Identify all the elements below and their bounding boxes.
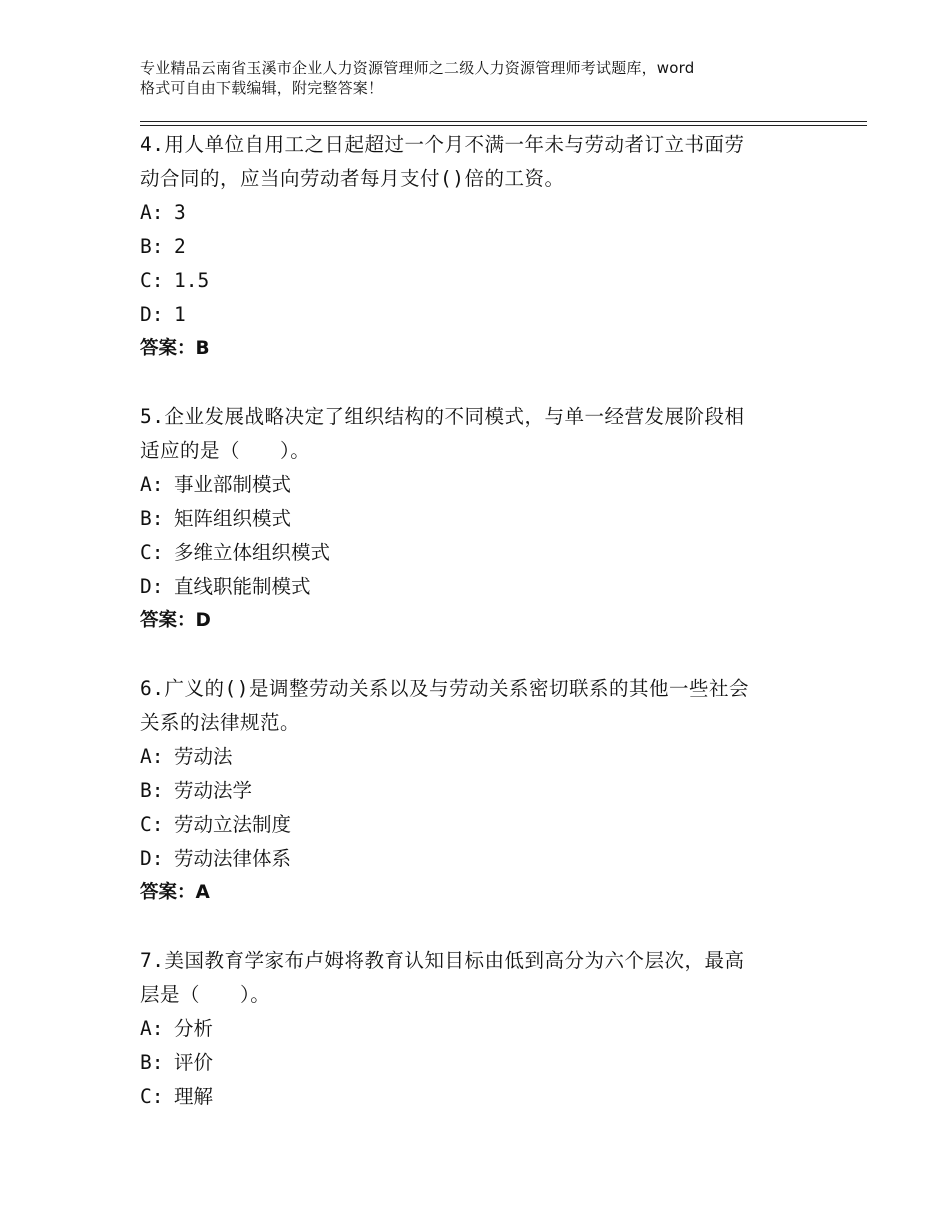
answer-label: 答案：B [140,338,210,359]
option-text: 分析 [174,1017,214,1040]
question-spacer [140,910,820,944]
answer-option [140,196,820,230]
answer-option [140,740,820,774]
option-key: B: [140,1051,164,1074]
option-text: 1.5 [174,269,210,292]
question-stem-line: 适应的是（ ）。 [140,439,311,462]
option-text: 事业部制模式 [174,473,292,496]
option-key: B: [140,507,164,530]
answer-option [140,774,820,808]
question-stem-line: 动合同的，应当向劳动者每月支付()倍的工资。 [140,167,565,190]
option-key: D: [140,847,164,870]
option-key: C: [140,541,164,564]
document-header [140,58,840,98]
option-key: B: [140,779,164,802]
question-list [140,128,820,1114]
question-item [140,400,820,638]
question-item [140,128,820,366]
question-spacer [140,638,820,672]
option-text: 多维立体组织模式 [174,541,331,564]
question-stem-line: 6.广义的()是调整劳动关系以及与劳动关系密切联系的其他一些社会 [140,677,749,700]
option-text: 劳动法 [174,745,233,768]
question-stem-line: 5.企业发展战略决定了组织结构的不同模式，与单一经营发展阶段相 [140,405,745,428]
question-item [140,672,820,910]
question-stem [140,128,820,196]
option-text: 3 [174,201,186,224]
option-key: A: [140,1017,164,1040]
option-key: B: [140,235,164,258]
option-text: 劳动法律体系 [174,847,292,870]
option-text: 直线职能制模式 [174,575,311,598]
answer-option [140,1080,820,1114]
option-key: D: [140,575,164,598]
answer-option [140,808,820,842]
header-line: 格式可自由下载编辑，附完整答案！ [140,79,384,97]
option-key: C: [140,1085,164,1108]
question-stem [140,672,820,740]
question-stem-line: 4.用人单位自用工之日起超过一个月不满一年未与劳动者订立书面劳 [140,133,745,156]
option-key: C: [140,269,164,292]
option-key: A: [140,201,164,224]
header-line: 专业精品云南省玉溪市企业人力资源管理师之二级人力资源管理师考试题库，word [140,59,695,77]
option-key: D: [140,303,164,326]
answer-option [140,842,820,876]
option-key: C: [140,813,164,836]
answer-option [140,1046,820,1080]
option-text: 2 [174,235,186,258]
answer-option [140,536,820,570]
option-text: 1 [174,303,186,326]
question-stem [140,944,820,1012]
answer-label: 答案：D [140,610,211,631]
answer-option [140,570,820,604]
answer-label: 答案：A [140,882,210,903]
answer-option [140,298,820,332]
question-stem-line: 关系的法律规范。 [140,711,301,734]
question-stem-line: 7.美国教育学家布卢姆将教育认知目标由低到高分为六个层次，最高 [140,949,745,972]
option-text: 理解 [174,1085,214,1108]
option-key: A: [140,745,164,768]
header-rule [140,121,867,122]
option-text: 矩阵组织模式 [174,507,292,530]
option-key: A: [140,473,164,496]
option-text: 劳动法学 [174,779,253,802]
answer-option [140,264,820,298]
answer-option [140,502,820,536]
answer-option [140,1012,820,1046]
answer-option [140,468,820,502]
question-stem-line: 层是（ ）。 [140,983,271,1006]
question-item [140,944,820,1114]
question-spacer [140,366,820,400]
answer-option [140,230,820,264]
option-text: 评价 [174,1051,214,1074]
header-rule [140,125,867,126]
option-text: 劳动立法制度 [174,813,292,836]
question-stem [140,400,820,468]
